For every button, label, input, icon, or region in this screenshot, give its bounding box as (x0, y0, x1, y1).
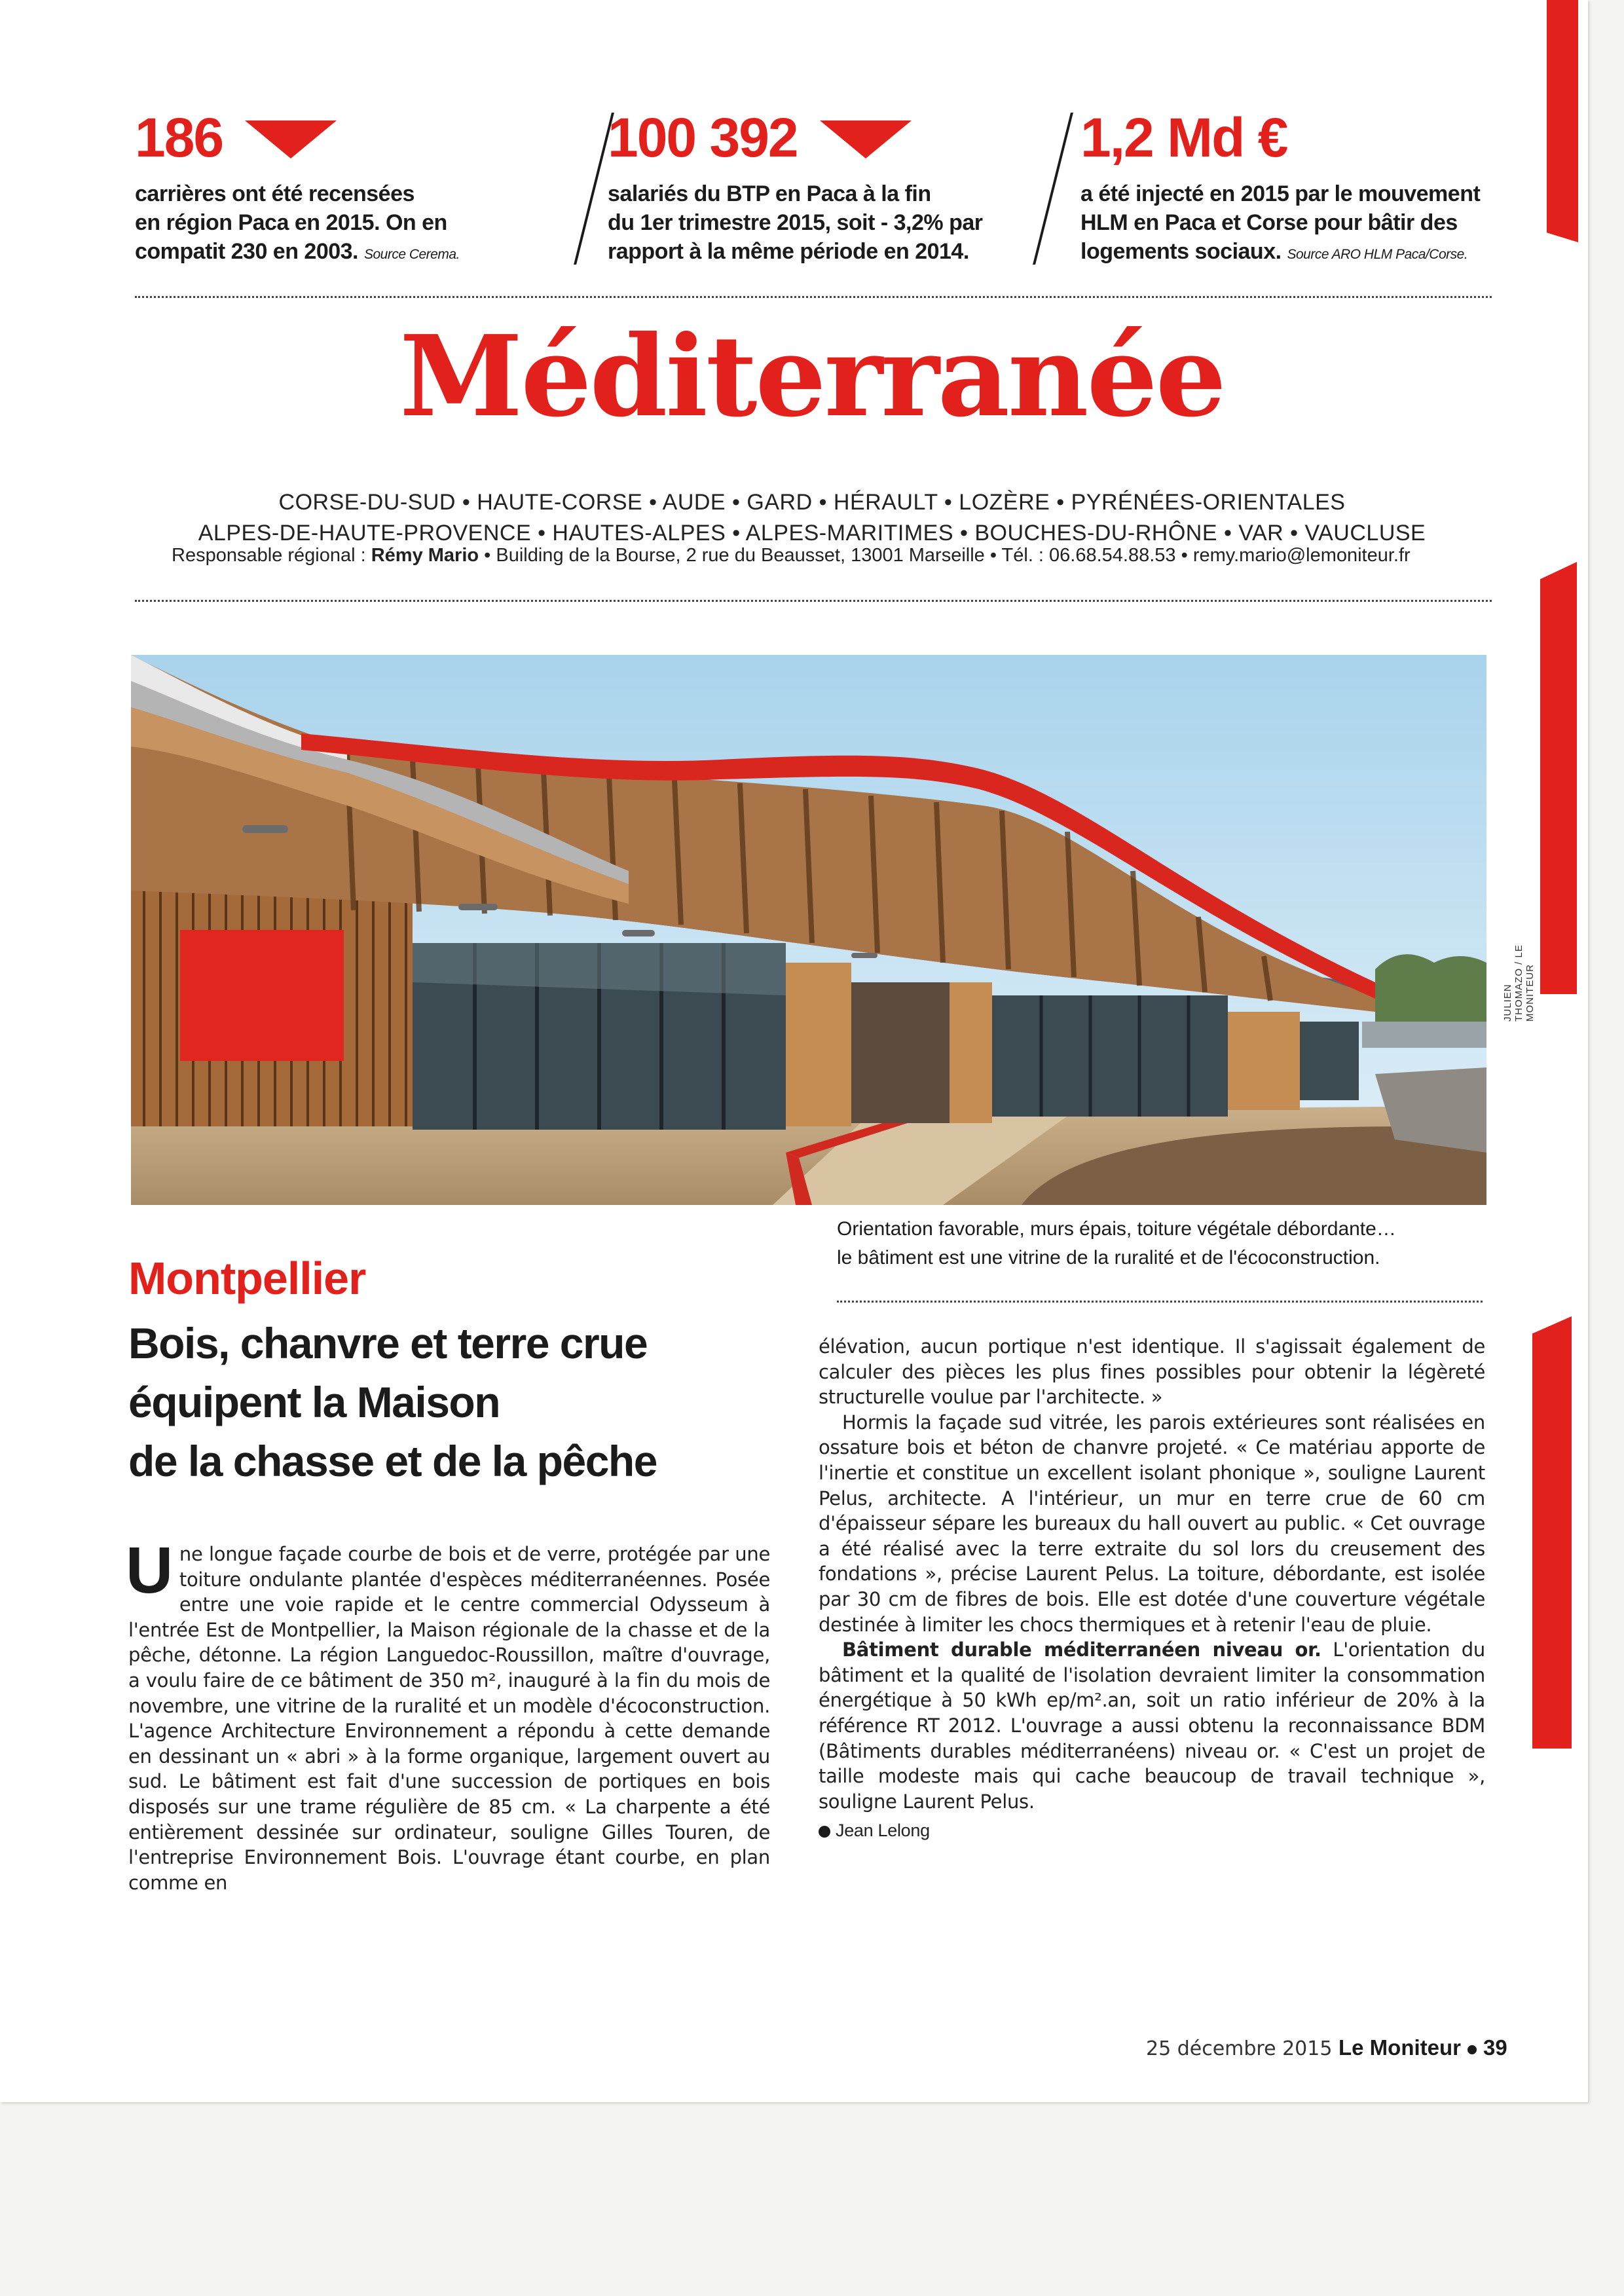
article-headline (128, 1314, 657, 1491)
stat-source: Source ARO HLM Paca/Corse. (1287, 247, 1468, 262)
stat-text (135, 179, 460, 269)
article-paragraph (126, 1534, 770, 1895)
article-column-right (819, 1334, 1485, 1843)
page-footer (1146, 2035, 1507, 2060)
article-column-left (126, 1534, 770, 1895)
dotted-divider (135, 296, 1492, 298)
stat-text (608, 179, 982, 266)
stat-line: HLM en Paca et Corse pour bâtir des (1080, 210, 1458, 235)
responsable-name: Rémy Mario (371, 545, 479, 566)
departements-line: ALPES-DE-HAUTE-PROVENCE • HAUTES-ALPES • ALPES-MARITIMES • BOUCHES-DU-RHÔNE • VAR • VAUCLUSE (198, 521, 1426, 546)
stat-line: a été injecté en 2015 par le mouvement (1080, 181, 1481, 206)
dotted-divider (837, 1301, 1483, 1303)
responsable-label: Responsable régional : (172, 545, 366, 566)
stat-divider (1033, 113, 1073, 265)
headline-line: équipent la Maison (128, 1378, 500, 1426)
stat-line: en région Paca en 2015. On en (135, 210, 447, 235)
photo-caption (837, 1215, 1396, 1272)
stat-number: 186 (135, 107, 223, 168)
caption-line: Orientation favorable, murs épais, toiture végétale débordante… (837, 1218, 1396, 1240)
stat-line: rapport à la même période en 2014. (608, 239, 969, 264)
stat-salaries (608, 107, 983, 266)
stat-carrieres (135, 107, 460, 269)
building-illustration (131, 655, 1486, 1205)
bullet-icon (1467, 2045, 1477, 2054)
page-number: 39 (1483, 2035, 1507, 2060)
stat-number: 100 392 (608, 107, 798, 168)
stat-line: du 1er trimestre 2015, soit - 3,2% par (608, 210, 983, 235)
stat-line: logements sociaux. Source ARO HLM Paca/Corse. (1080, 239, 1468, 264)
footer-publication: Le Moniteur (1338, 2035, 1461, 2060)
stat-line: carrières ont été recensées (135, 181, 415, 206)
stat-line: compatit 230 en 2003. Source Cerema. (135, 239, 460, 264)
drop-cap: U (126, 1534, 173, 1607)
stat-line: salariés du BTP en Paca à la fin (608, 181, 931, 206)
article-subhead: Bâtiment durable méditerranéen niveau or. (842, 1639, 1321, 1661)
headline-line: de la chasse et de la pêche (128, 1437, 657, 1485)
footer-date: 25 décembre 2015 (1146, 2037, 1333, 2060)
down-arrow-icon (245, 120, 337, 158)
article-city: Montpellier (128, 1253, 366, 1304)
responsable-details: • Building de la Bourse, 2 rue du Beausset, 13001 Marseille • Tél. : 06.68.54.88.53 • remy.mario@lemoniteur.fr (484, 545, 1411, 566)
page-edge-tab (1532, 1316, 1572, 1749)
article-paragraph: Hormis la façade sud vitrée, les parois extérieures sont réalisées en ossature bois et béton de chanvre projeté. « Ce matériau apporte de l'inertie et constitue un excellent isolant phonique », souligne Laurent Pelus, architecte. A l'intérieur, un mur en terre crue de 60 cm d'épaisseur sépare les bureaux du hall ouvert au public. « Cet ouvrage a été réalisé avec la terre extraite du sol lors du creusement des fondations », précise Laurent Pelus. La toiture, débordante, est isolée par 30 cm de fibres de bois. Elle est dotée d'une couverture végétale destinée à limiter les chocs thermiques et à retenir l'eau de pluie. (819, 1411, 1485, 1636)
section-title: Méditerranée (399, 311, 1225, 442)
caption-line: le bâtiment est une vitrine de la ruralité et de l'écoconstruction. (837, 1247, 1380, 1268)
page-edge-tab (1547, 0, 1578, 242)
departements-line: CORSE-DU-SUD • HAUTE-CORSE • AUDE • GARD • HÉRAULT • LOZÈRE • PYRÉNÉES-ORIENTALES (278, 490, 1346, 515)
paragraph-text: ne longue façade courbe de bois et de verre, protégée par une toiture ondulante plantée d'espèces méditerranéennes. Posée entre une voie rapide et le centre commercial Odysseum à l'entrée Est de Montpellier, la Maison régionale de la chasse et de la pêche, détonne. La région Languedoc-Roussillon, maître d'ouvrage, a voulu faire de ce bâtiment de 350 m², inauguré à la fin du mois de novembre, une vitrine de la ruralité et un modèle d'écoconstruction. L'agence Architecture Environnement a répondu à cette demande en dessinant un « abri » à la forme organique, largement ouvert au sud. Le bâtiment est fait d'une succession de portiques en bois disposés sur une trame régulière de 85 cm. « La charpente a été entièrement dessinée sur ordinateur, souligne Gilles Touren, de l'entreprise Environnement Bois. L'ouvrage étant courbe, en plan comme en (128, 1543, 770, 1894)
headline-line: Bois, chanvre et terre crue (128, 1319, 648, 1367)
building-photo (131, 655, 1486, 1205)
stat-text (1080, 179, 1480, 269)
article-paragraph (819, 1637, 1485, 1814)
down-arrow-icon (820, 120, 912, 158)
dotted-divider (135, 600, 1492, 602)
article-paragraph: élévation, aucun portique n'est identique. Il s'agissait également de calculer des pièces les plus fines possibles pour obtenir la légèreté structurelle voulue par l'architecte. » (819, 1335, 1485, 1409)
responsable-regional (172, 545, 1411, 566)
stat-hlm (1080, 107, 1481, 269)
stat-source: Source Cerema. (363, 247, 460, 262)
bullet-icon (819, 1826, 830, 1838)
article-author (819, 1818, 1485, 1843)
photo-credit: JULIEN THOMAZO / LE MONITEUR (1502, 944, 1536, 1022)
author-name: Jean Lelong (836, 1821, 930, 1841)
stat-number: 1,2 Md € (1080, 107, 1287, 168)
paragraph-text: L'orientation du bâtiment et la qualité de l'isolation devraient limiter la consommation énergétique à 50 kWh ep/m².an, soit un ratio inférieur de 20% à la référence RT 2012. L'ouvrage a aussi obtenu la reconnaissance BDM (Bâtiments durables méditerranéens) niveau or. « C'est un projet de taille modeste mais qui cache beaucoup de travail technique », souligne Laurent Pelus. (819, 1639, 1485, 1813)
page-edge-tab (1540, 562, 1577, 994)
